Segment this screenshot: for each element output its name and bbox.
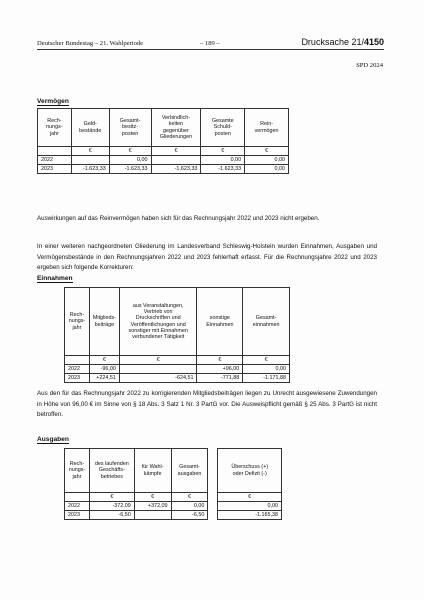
header-left: Deutscher Bundestag – 21. Wahlperiode xyxy=(37,40,144,47)
unit-cell: € xyxy=(71,147,109,156)
value-cell: -1.623,33 xyxy=(109,165,151,174)
unit-cell: € xyxy=(245,147,289,156)
value-cell: -624,51 xyxy=(119,374,197,383)
unit-cell: € xyxy=(134,493,171,502)
year-cell: 2022 xyxy=(38,156,72,165)
value-cell: -1.623,33 xyxy=(71,165,109,174)
header-rule xyxy=(37,49,384,50)
table-einnahmen xyxy=(64,287,290,383)
column-gap xyxy=(208,511,218,520)
year-cell: 2022 xyxy=(65,502,90,511)
heading-ausgaben: Ausgaben xyxy=(37,436,69,443)
value-cell: -96,00 xyxy=(89,365,119,374)
year-cell: 2023 xyxy=(65,374,90,383)
value-cell xyxy=(71,156,109,165)
column-header: sonstige Einnahmen xyxy=(197,288,243,356)
value-cell: 0,00 xyxy=(245,165,289,174)
column-header: aus Veranstaltungen, Vertrieb von Druckschriften und Veröffentlichungen und sonstiger mit Einnahmen verbundener Tätigkeit xyxy=(119,288,197,356)
year-cell: 2022 xyxy=(65,365,90,374)
unit-cell: € xyxy=(119,356,197,365)
paragraph-zuwendungen: Aus den für das Rechnungsjahr 2022 zu korrigierenden Mitgliedsbeiträgen liegen zu Unrecht ausgewiesene Zuwendungen in Höhe von 96,00 € im Sinne von § 18 Abs. 3 Satz 1 Nr. 3 PartG vor. Die Ausweispflicht gemäß § 25 Abs. 3 PartG ist nicht betroffen. xyxy=(37,390,377,418)
value-cell: 0,00 xyxy=(109,156,151,165)
column-header: Rein- vermögen xyxy=(245,109,289,147)
column-header: des laufenden Geschäfts- betriebes xyxy=(89,449,134,493)
value-cell: 0,00 xyxy=(218,502,282,511)
column-header: Gesamt- ausgaben xyxy=(171,449,208,493)
party-label: SPD 2024 xyxy=(356,62,383,69)
unit-cell: € xyxy=(171,493,208,502)
value-cell xyxy=(134,511,171,520)
value-cell: -372,09 xyxy=(89,502,134,511)
column-header: Mitglieds- beiträge xyxy=(89,288,119,356)
value-cell: +224,51 xyxy=(89,374,119,383)
year-cell: 2023 xyxy=(38,165,72,174)
value-cell: 0,00 xyxy=(243,365,290,374)
document-number xyxy=(301,37,384,47)
unit-cell: € xyxy=(109,147,151,156)
year-cell: 2023 xyxy=(65,511,90,520)
column-header: Geld- bestände xyxy=(71,109,109,147)
column-header: Gesamt- besitz- posten xyxy=(109,109,151,147)
value-cell: -6,50 xyxy=(171,511,208,520)
table-ausgaben xyxy=(64,448,282,520)
unit-cell: € xyxy=(218,493,282,502)
value-cell: -1.623,33 xyxy=(201,165,245,174)
column-gap xyxy=(208,449,218,493)
table-row xyxy=(38,165,289,174)
value-cell: 0,00 xyxy=(201,156,245,165)
unit-cell xyxy=(65,493,90,502)
doc-number: 4150 xyxy=(363,37,384,47)
column-gap xyxy=(208,502,218,511)
column-header: Überschuss (+) oder Defizit (-) xyxy=(218,449,282,493)
unit-cell xyxy=(65,356,90,365)
table-row xyxy=(65,365,290,374)
value-cell: +96,00 xyxy=(197,365,243,374)
column-header: Gesamte Schuld- posten xyxy=(201,109,245,147)
column-gap xyxy=(208,493,218,502)
value-cell: +372,09 xyxy=(134,502,171,511)
unit-cell: € xyxy=(151,147,201,156)
column-header: Rech- nungs- jahr xyxy=(65,288,90,356)
table-row xyxy=(65,374,290,383)
value-cell: 0,00 xyxy=(171,502,208,511)
unit-cell: € xyxy=(243,356,290,365)
paragraph-reinvermoegen: Auswirkungen auf das Reinvermögen haben sich für das Rechnungsjahr 2022 und 2023 nicht ergeben. xyxy=(37,215,320,222)
heading-vermoegen: Vermögen xyxy=(37,98,69,105)
paragraph-korrekturen: In einer weiteren nachgeordneten Gliederung im Landesverband Schleswig-Holstein wurden Einnahmen, Ausgaben und Vermögensbestände in den Rechnungsjahren 2022 und 2023 fehlerhaft erfasst. Für die Rechnungsjahre 2022 und 2023 ergeben sich folgende Korrekturen: xyxy=(37,243,377,271)
column-header: für Wahl- kämpfe xyxy=(134,449,171,493)
value-cell xyxy=(151,156,201,165)
unit-cell: € xyxy=(89,493,134,502)
column-header: Rech- nungs- jahr xyxy=(65,449,90,493)
table-vermoegen xyxy=(37,108,289,174)
heading-einnahmen: Einnahmen xyxy=(37,275,73,282)
value-cell: -1.165,38 xyxy=(218,511,282,520)
value-cell: -1.623,33 xyxy=(151,165,201,174)
column-header: Rech- nungs- jahr xyxy=(38,109,72,147)
value-cell: -771,88 xyxy=(197,374,243,383)
value-cell: -6,50 xyxy=(89,511,134,520)
unit-cell: € xyxy=(201,147,245,156)
value-cell: -1.171,88 xyxy=(243,374,290,383)
unit-cell: € xyxy=(197,356,243,365)
page-number: – 189 – xyxy=(200,40,220,47)
value-cell: 0,00 xyxy=(245,156,289,165)
table-row xyxy=(38,156,289,165)
doc-prefix: Drucksache 21/ xyxy=(301,37,364,47)
value-cell xyxy=(119,365,197,374)
unit-cell xyxy=(38,147,72,156)
table-row xyxy=(65,511,282,520)
table-row xyxy=(65,502,282,511)
unit-cell: € xyxy=(89,356,119,365)
column-header: Verbindlich- keiten gegenüber Gliederungen xyxy=(151,109,201,147)
column-header: Gesamt- einnahmen xyxy=(243,288,290,356)
